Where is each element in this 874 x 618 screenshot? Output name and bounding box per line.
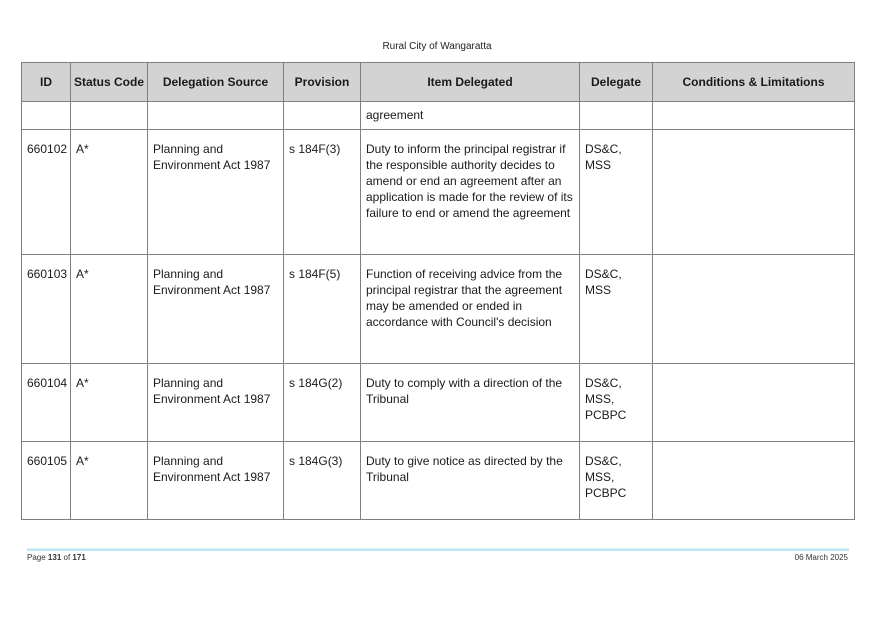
delegation-source-line: Environment Act 1987 <box>153 283 271 297</box>
item-delegated-line: may be amended or ended in <box>366 299 523 313</box>
item-delegated-line: accordance with Council's decision <box>366 315 552 329</box>
column-header-provision: Provision <box>284 63 361 102</box>
cell-item-delegated <box>361 130 580 255</box>
cell-id <box>22 102 71 130</box>
delegation-source-line: Planning and <box>153 376 224 390</box>
table-row <box>22 130 855 255</box>
item-delegated-line: failure to end or amend the agreement <box>366 206 571 220</box>
item-delegated-line: Tribunal <box>366 470 409 484</box>
column-header-delegate: Delegate <box>580 63 653 102</box>
cell-delegate <box>580 255 653 364</box>
cell-status-code: A* <box>71 442 148 520</box>
delegate-line: DS&C, <box>585 142 622 156</box>
table-header-row <box>22 63 855 102</box>
delegation-source-line: Planning and <box>153 267 224 281</box>
column-header-id: ID <box>22 63 71 102</box>
cell-provision: s 184G(2) <box>284 364 361 442</box>
item-delegated-line: agreement <box>366 108 424 122</box>
cell-delegate <box>580 130 653 255</box>
delegate-line: DS&C, <box>585 267 622 281</box>
cell-id: 660102 <box>22 130 71 255</box>
cell-provision: s 184F(5) <box>284 255 361 364</box>
item-delegated-line: Function of receiving advice from the <box>366 267 563 281</box>
delegate-line: PCBPC <box>585 408 627 422</box>
delegation-source-line: Environment Act 1987 <box>153 392 271 406</box>
delegation-table <box>21 62 855 520</box>
cell-conditions <box>653 130 855 255</box>
cell-conditions <box>653 255 855 364</box>
item-delegated-line: Duty to give notice as directed by the <box>366 454 563 468</box>
cell-provision <box>284 102 361 130</box>
delegate-line: MSS <box>585 158 612 172</box>
cell-status-code: A* <box>71 130 148 255</box>
cell-conditions <box>653 364 855 442</box>
column-header-conditions-limitations: Conditions & Limitations <box>653 63 855 102</box>
delegate-line: DS&C, <box>585 454 622 468</box>
delegate-line: MSS <box>585 283 612 297</box>
cell-provision: s 184F(3) <box>284 130 361 255</box>
cell-status-code: A* <box>71 364 148 442</box>
item-delegated-line: principal registrar that the agreement <box>366 283 563 297</box>
cell-delegation-source <box>148 442 284 520</box>
cell-item-delegated <box>361 364 580 442</box>
page-current: 131 <box>47 553 62 562</box>
cell-item-delegated <box>361 255 580 364</box>
item-delegated-line: amend or end an agreement after an <box>366 174 562 188</box>
page-label: Page <box>27 553 46 562</box>
cell-delegate <box>580 442 653 520</box>
cell-status-code <box>71 102 148 130</box>
cell-conditions <box>653 102 855 130</box>
cell-item-delegated <box>361 102 580 130</box>
cell-delegation-source <box>148 255 284 364</box>
footer-divider <box>27 548 849 551</box>
cell-delegate <box>580 102 653 130</box>
cell-delegation-source <box>148 102 284 130</box>
page-number <box>27 553 86 562</box>
cell-conditions <box>653 442 855 520</box>
delegate-line: MSS, <box>585 392 615 406</box>
table-row <box>22 364 855 442</box>
item-delegated-line: application is made for the review of its <box>366 190 573 204</box>
column-header-delegation-source: Delegation Source <box>148 63 284 102</box>
page-of: of <box>63 553 71 562</box>
delegation-source-line: Environment Act 1987 <box>153 158 271 172</box>
column-header-item-delegated: Item Delegated <box>361 63 580 102</box>
document-header-title: Rural City of Wangaratta <box>382 41 492 52</box>
table-row <box>22 102 855 130</box>
footer-date: 06 March 2025 <box>794 553 848 562</box>
cell-provision: s 184G(3) <box>284 442 361 520</box>
column-header-status-code: Status Code <box>71 63 148 102</box>
cell-id: 660103 <box>22 255 71 364</box>
cell-delegation-source <box>148 130 284 255</box>
delegate-line: PCBPC <box>585 486 627 500</box>
delegation-source-line: Planning and <box>153 454 224 468</box>
cell-id: 660104 <box>22 364 71 442</box>
cell-delegate <box>580 364 653 442</box>
table-row <box>22 255 855 364</box>
cell-item-delegated <box>361 442 580 520</box>
delegation-source-line: Environment Act 1987 <box>153 470 271 484</box>
item-delegated-line: Tribunal <box>366 392 409 406</box>
delegate-line: DS&C, <box>585 376 622 390</box>
item-delegated-line: Duty to inform the principal registrar if <box>366 142 566 156</box>
table-row <box>22 442 855 520</box>
item-delegated-line: the responsible authority decides to <box>366 158 555 172</box>
cell-delegation-source <box>148 364 284 442</box>
cell-status-code: A* <box>71 255 148 364</box>
delegate-line: MSS, <box>585 470 615 484</box>
delegation-source-line: Planning and <box>153 142 224 156</box>
cell-id: 660105 <box>22 442 71 520</box>
page-total: 171 <box>72 553 86 562</box>
item-delegated-line: Duty to comply with a direction of the <box>366 376 563 390</box>
